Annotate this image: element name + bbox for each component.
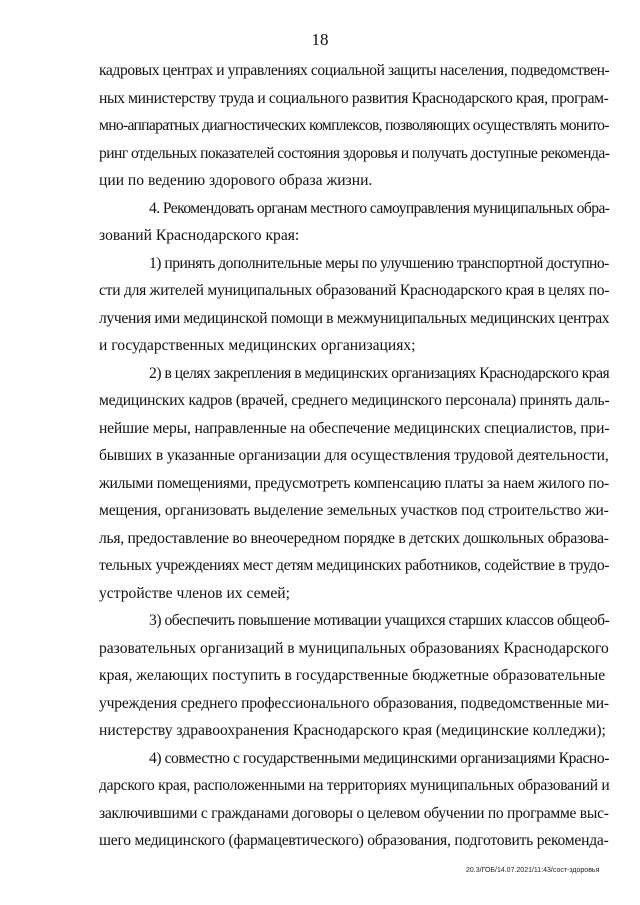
text-line: сти для жителей муниципальных образований Краснодарского края в целях по- — [99, 282, 610, 299]
text-line: ных министерству труда и социального развития Краснодарского края, програм- — [99, 89, 609, 107]
text-line: нистерству здравоохранения Краснодарского края (медицинские колледжи); — [99, 722, 606, 739]
text-line: 4) совместно с государственными медицинскими организациями Красно- — [149, 749, 609, 767]
text-line: кадровых центрах и управлениях социальной защиты населения, подведомствен- — [99, 62, 610, 79]
text-line: шего медицинского (фармацевтического) образования, подготовить рекоменда- — [99, 832, 609, 849]
text-line: 2) в целях закрепления в медицинских организациях Краснодарского края — [149, 364, 610, 382]
text-line: заключившими с гражданами договоры о целевом обучении по программе выс- — [99, 804, 609, 822]
text-line: и государственных медицинских организациях; — [99, 337, 416, 354]
text-line: лучения ими медицинской помощи в межмуниципальных медицинских центрах — [99, 309, 610, 327]
document-body — [99, 57, 609, 855]
text-line: нейшие меры, направленные на обеспечение медицинских специалистов, при- — [99, 419, 610, 437]
text-line: 3) обеспечить повышение мотивации учащихся старших классов общеоб- — [149, 612, 610, 629]
text-line: мещения, организовать выделение земельных участков под строительство жи- — [99, 502, 609, 519]
text-line: ции по ведению здорового образа жизни. — [99, 172, 373, 189]
text-line: тельных учреждениях мест детям медицинских работников, содействие в трудо- — [99, 557, 610, 574]
text-line: дарского края, расположенными на территориях муниципальных образований и — [99, 777, 610, 794]
text-line: мно-аппаратных диагностических комплексов, позволяющих осуществлять монито- — [99, 117, 609, 134]
text-line: 1) принять дополнительные меры по улучшению транспортной доступно- — [149, 254, 609, 272]
text-line: разовательных организаций в муниципальных образованиях Краснодарского — [99, 639, 609, 657]
text-line: медицинских кадров (врачей, среднего медицинского персонала) принять даль- — [99, 392, 610, 409]
text-line: жилыми помещениями, предусмотреть компенсацию платы за наем жилого по- — [99, 474, 609, 492]
text-line: 4. Рекомендовать органам местного самоуправления муниципальных обра- — [149, 199, 610, 217]
text-line: края, желающих поступить в государственные бюджетные образовательные — [99, 667, 606, 684]
document-footer-code: 20.3/ГОБ/14.07.2021/11:43/сост-здоровья — [466, 867, 600, 874]
text-line: ринг отдельных показателей состояния здоровья и получать доступные рекоменда- — [99, 144, 610, 162]
text-line: лья, предоставление во внеочередном порядке в детских дошкольных образова- — [99, 529, 609, 547]
text-line: зований Краснодарского края: — [99, 227, 300, 244]
text-line: бывших в указанные организации для осуществления трудовой деятельности, — [99, 447, 609, 464]
text-line: устройстве членов их семей; — [99, 584, 290, 602]
text-line: учреждения среднего профессионального образования, подведомственные ми- — [99, 694, 609, 712]
page-number: 18 — [311, 30, 329, 49]
